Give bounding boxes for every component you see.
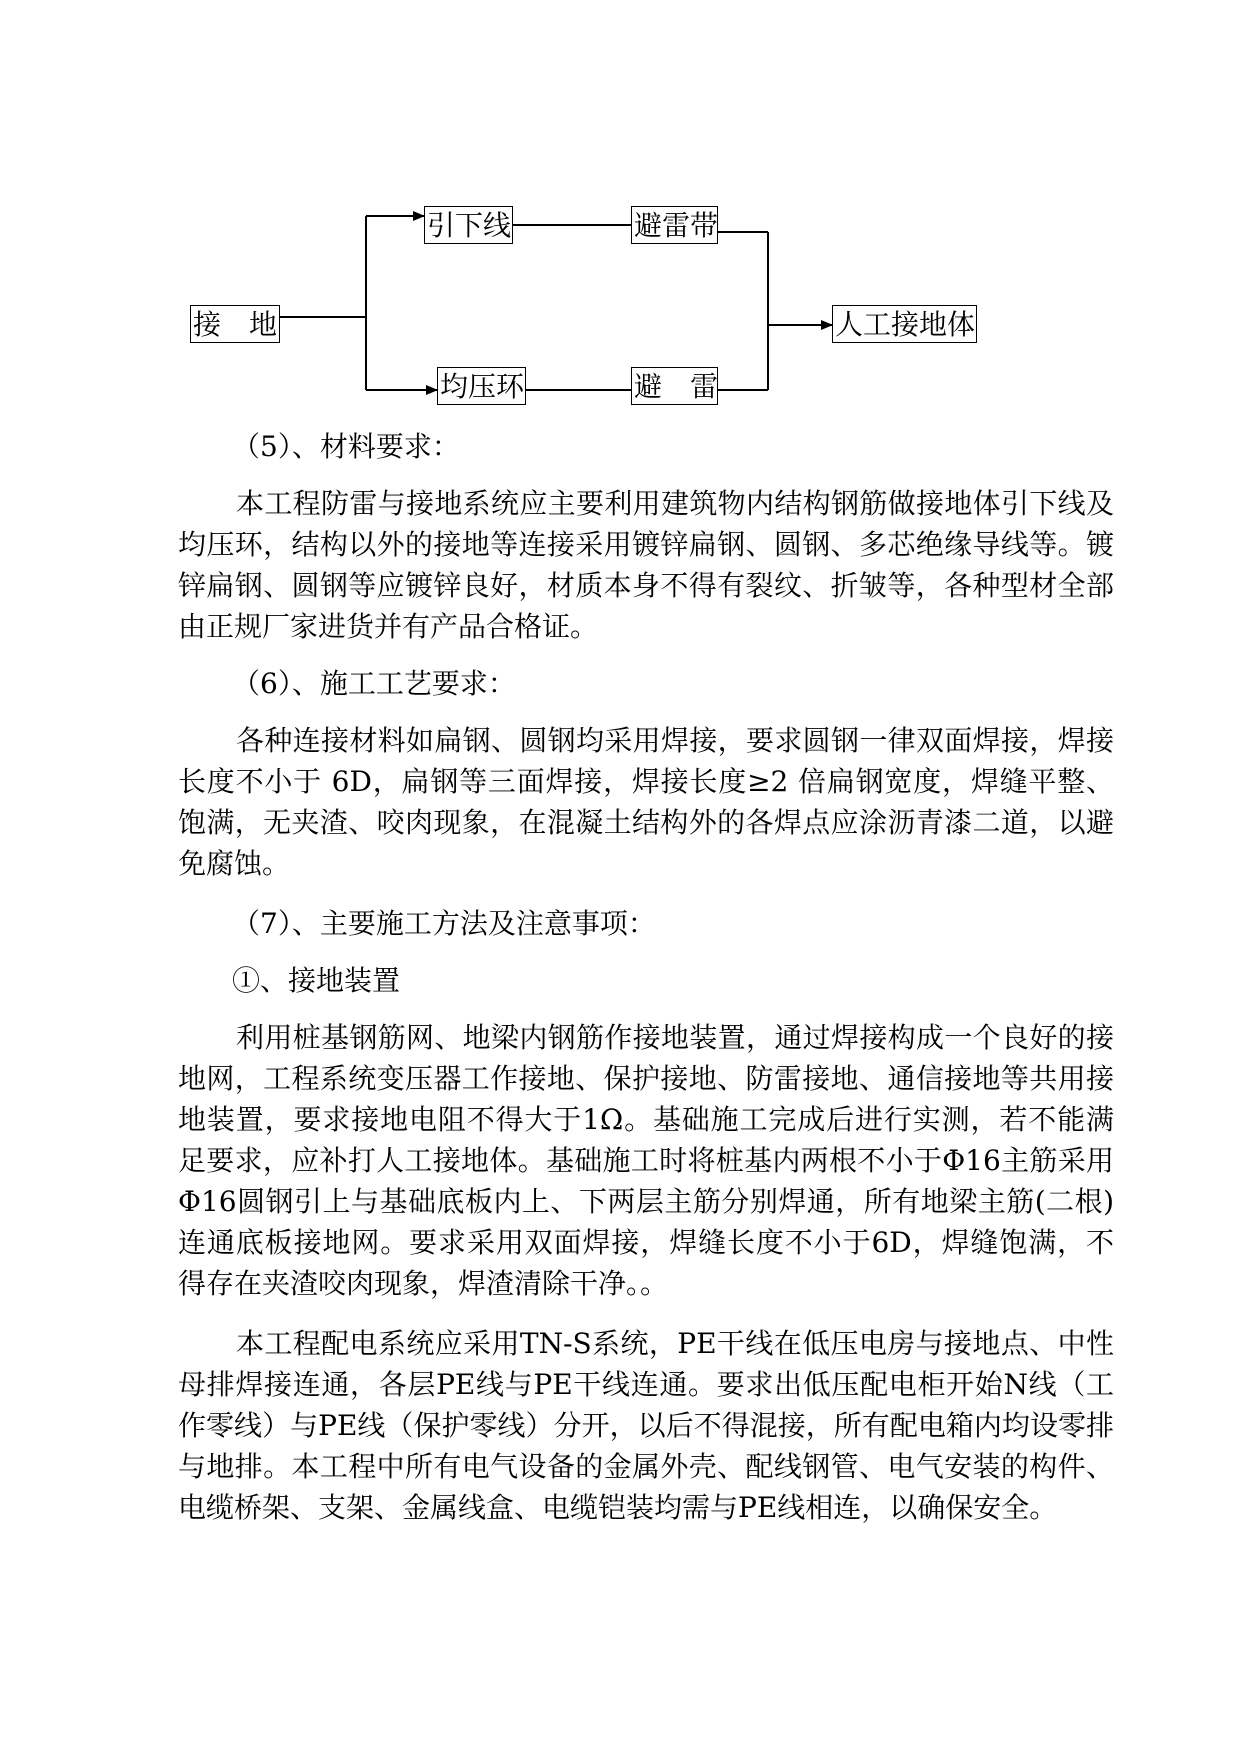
node-ground: 接 地 (190, 305, 280, 343)
paragraph-distribution-system: 本工程配电系统应采用TN-S系统，PE干线在低压电房与接地点、中性母排焊接连通，各层PE线与PE干线连通。要求出低压配电柜开始N线（工作零线）与PE线（保护零线）分开，以后不得混接，所有配电箱内均设零排与地排。本工程中所有电气设备的金属外壳、配线钢管、电气安装的构件、电缆桥架、支架、金属线盒、电缆铠装均需与PE线相连，以确保安全。 (178, 1327, 1114, 1524)
node-lightning: 避 雷 (631, 367, 718, 405)
grounding-flow-diagram (0, 0, 1241, 420)
paragraph-process: 各种连接材料如扁钢、圆钢均采用焊接，要求圆钢一律双面焊接，焊接长度不小于 6D，扁钢等三面焊接，焊接长度≥2 倍扁钢宽度，焊缝平整、饱满，无夹渣、咬肉现象，在混凝土结构外的各焊点应涂沥青漆二道，以避免腐蚀。 (178, 724, 1114, 880)
node-down-conductor: 引下线 (424, 206, 513, 244)
node-artificial-ground: 人工接地体 (832, 305, 977, 343)
node-lightning-belt: 避雷带 (631, 206, 718, 244)
node-equalizing-ring: 均压环 (437, 367, 526, 405)
body-text (178, 426, 1114, 1528)
diagram-connectors (0, 0, 1241, 420)
paragraph-materials: 本工程防雷与接地系统应主要利用建筑物内结构钢筋做接地体引下线及均压环，结构以外的接地等连接采用镀锌扁钢、圆钢、多芯绝缘导线等。镀锌扁钢、圆钢等应镀锌良好，材质本身不得有裂纹、折皱等，各种型材全部由正规厂家进货并有产品合格证。 (178, 487, 1114, 643)
section-heading-materials: （5）、材料要求： (232, 430, 460, 463)
subheading-grounding-device: ①、接地装置 (232, 964, 401, 997)
section-heading-process: （6）、施工工艺要求： (232, 667, 516, 700)
section-heading-methods: （7）、主要施工方法及注意事项： (232, 907, 656, 940)
paragraph-grounding-device: 利用桩基钢筋网、地梁内钢筋作接地装置，通过焊接构成一个良好的接地网，工程系统变压器工作接地、保护接地、防雷接地、通信接地等共用接地装置，要求接地电阻不得大于1Ω。基础施工完成后进行实测，若不能满足要求，应补打人工接地体。基础施工时将桩基内两根不小于Φ16主筋采用Φ16圆钢引上与基础底板内上、下两层主筋分别焊通，所有地梁主筋(二根)连通底板接地网。要求采用双面焊接，焊缝长度不小于6D，焊缝饱满，不得存在夹渣咬肉现象，焊渣清除干净。。 (178, 1021, 1114, 1300)
